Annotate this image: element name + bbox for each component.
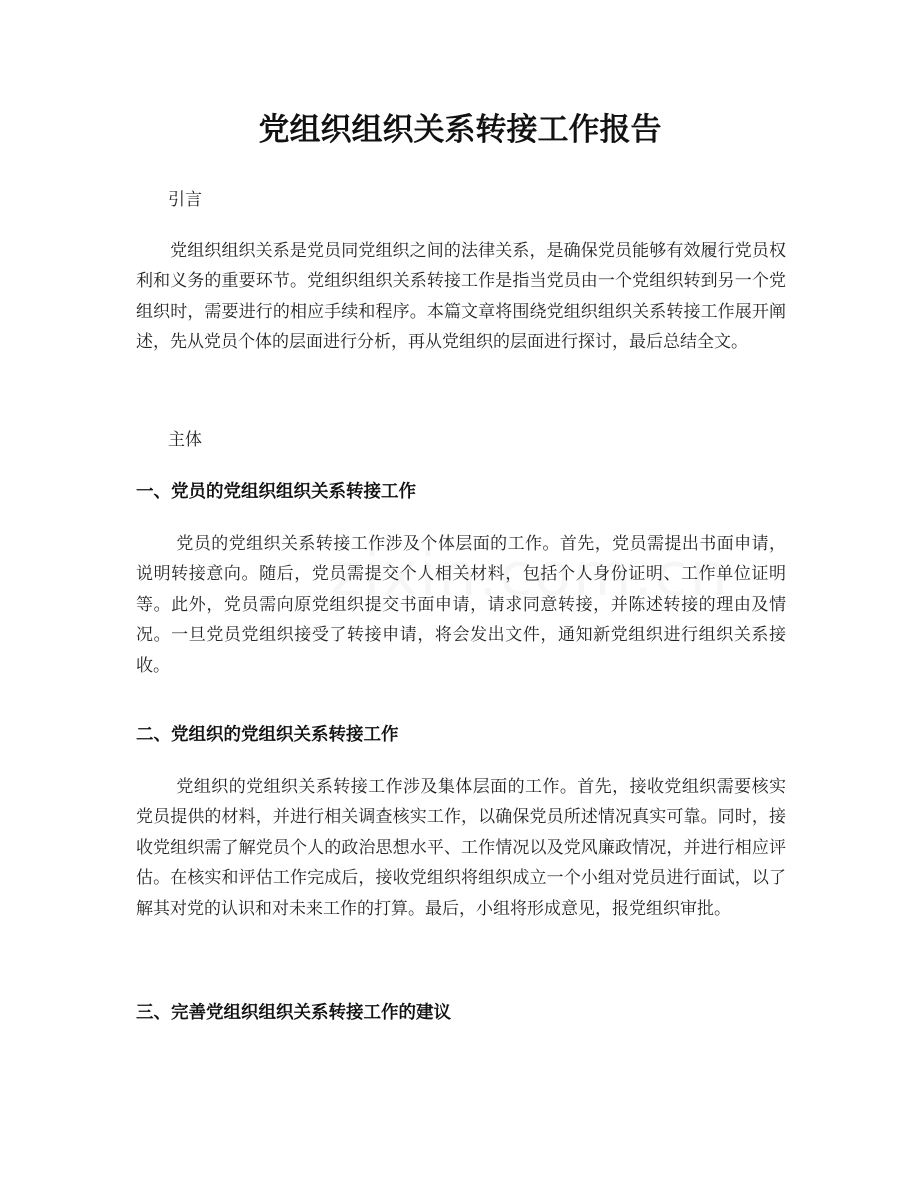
intro-label: 引言 — [168, 190, 202, 210]
document-title: 党组织组织关系转接工作报告 — [258, 112, 662, 148]
section-3-heading: 三、完善党组织组织关系转接工作的建议 — [136, 1003, 451, 1023]
section-2-paragraph — [136, 772, 786, 924]
section-1-paragraph — [136, 529, 786, 681]
intro-paragraph — [136, 236, 786, 358]
section-1-paragraph-text: 党员的党组织关系转接工作涉及个体层面的工作。首先，党员需提出书面申请，说明转接意向。随后，党员需提交个人相关材料，包括个人身份证明、工作单位证明等。此外，党员需向原党组织提交书面申请，请求同意转接，并陈述转接的理由及情况。一旦党员党组织接受了转接申请，将会发出文件，通知新党组织进行组织关系接收。 — [136, 534, 786, 676]
section-2-heading: 二、党组织的党组织关系转接工作 — [136, 725, 399, 745]
section-2-paragraph-text: 党组织的党组织关系转接工作涉及集体层面的工作。首先，接收党组织需要核实党员提供的材料，并进行相关调查核实工作，以确保党员所述情况真实可靠。同时，接收党组织需了解党员个人的政治思想水平、工作情况以及党风廉政情况，并进行相应评估。在核实和评估工作完成后，接收党组织将组织成立一个小组对党员进行面试，以了解其对党的认识和对未来工作的打算。最后，小组将形成意见，报党组织审批。 — [136, 777, 786, 919]
intro-paragraph-text: 党组织组织关系是党员同党组织之间的法律关系，是确保党员能够有效履行党员权利和义务的重要环节。党组织组织关系转接工作是指当党员由一个党组织转到另一个党组织时，需要进行的相应手续和程序。本篇文章将围绕党组织组织关系转接工作展开阐述，先从党员个体的层面进行分析，再从党组织的层面进行探讨，最后总结全文。 — [136, 241, 786, 353]
section-1-heading: 一、党员的党组织组织关系转接工作 — [136, 482, 416, 502]
body-label: 主体 — [168, 430, 202, 450]
